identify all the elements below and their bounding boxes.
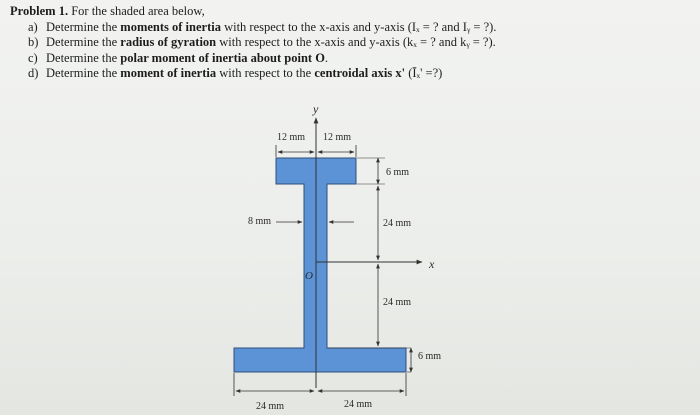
task-label: a) bbox=[28, 19, 38, 34]
task-text: Determine the bbox=[46, 35, 121, 49]
origin-label: O bbox=[305, 270, 313, 282]
dim-label-bottom-left: 24 mm bbox=[256, 401, 285, 412]
dim-label-flange-bottom: 6 mm bbox=[418, 351, 442, 362]
task-text: with respect to the x-axis and y-axis (Iₓ = ? and Iᵧ = ?). bbox=[220, 19, 497, 34]
task-text: with respect to the bbox=[216, 66, 315, 80]
task-text: Determine the bbox=[46, 50, 121, 65]
dim-label-bottom-right: 24 mm bbox=[344, 399, 373, 410]
task-text: (Īₓ' =?) bbox=[405, 66, 443, 80]
task-keyword: centroidal axis x' bbox=[314, 66, 406, 80]
task-keyword: radius of gyration bbox=[120, 35, 217, 49]
i-beam-shaded-area bbox=[234, 158, 406, 372]
task-text: with respect to the x-axis and y-axis (kₓ = ? and kᵧ = ?). bbox=[216, 35, 496, 49]
task-label: d) bbox=[28, 66, 39, 80]
task-keyword: moments of inertia bbox=[120, 19, 221, 34]
x-axis-label: x bbox=[429, 257, 435, 271]
y-axis-label: y bbox=[313, 102, 319, 116]
task-text: . bbox=[324, 50, 329, 65]
task-keyword: polar moment of inertia about point O bbox=[120, 50, 325, 65]
task-label: c) bbox=[28, 50, 38, 65]
task-label: b) bbox=[28, 35, 39, 49]
task-keyword: moment of inertia bbox=[120, 66, 217, 80]
task-text: Determine the bbox=[46, 19, 121, 34]
dim-label-flange-top: 6 mm bbox=[386, 167, 410, 178]
dim-label-web: 8 mm bbox=[248, 216, 272, 227]
problem-number: Problem 1. bbox=[10, 4, 69, 18]
dim-label-top-right: 12 mm bbox=[323, 132, 352, 143]
dim-label-upper-height: 24 mm bbox=[383, 218, 412, 229]
dim-label-lower-height: 24 mm bbox=[383, 297, 412, 308]
task-text: Determine the bbox=[46, 66, 121, 80]
dim-label-top-left: 12 mm bbox=[277, 132, 306, 143]
problem-intro: For the shaded area below, bbox=[71, 4, 205, 18]
